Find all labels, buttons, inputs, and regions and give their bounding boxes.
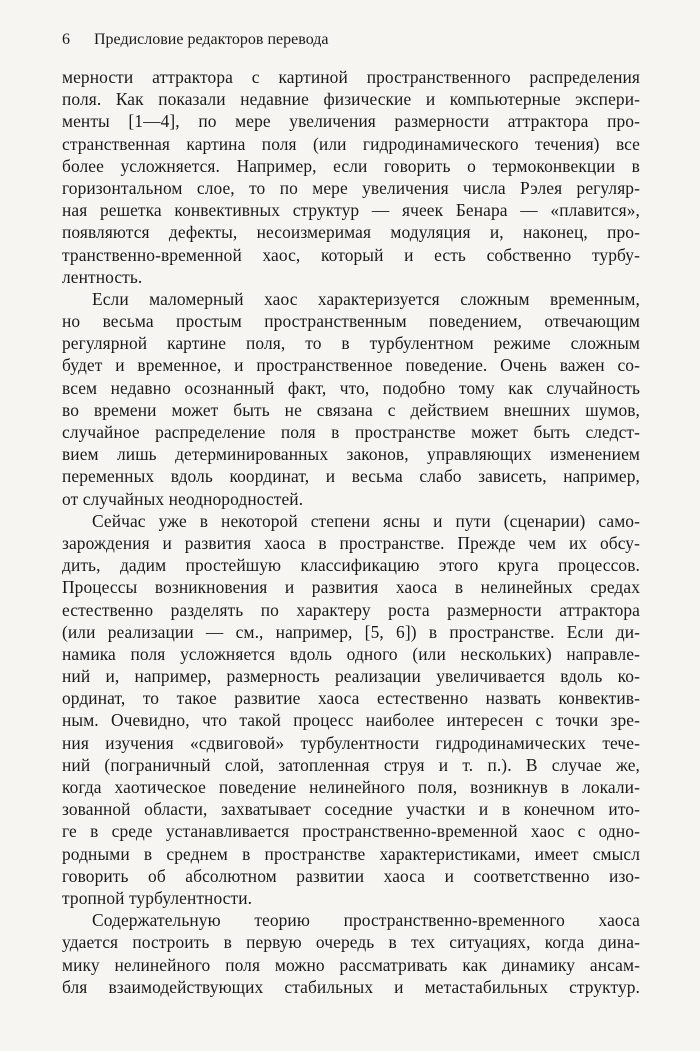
text-line: ге в среде устанавливается пространственно-временной хаос с одно-: [62, 821, 640, 842]
text-line: Содержательную теорию пространственно-временного хаоса: [92, 910, 640, 931]
paragraph: [62, 288, 640, 510]
text-line: мерности аттрактора с картиной пространственного распределения: [62, 67, 640, 87]
text-line: поля. Как показали недавние физические и компьютерные экспери-: [62, 89, 640, 110]
text-line: во времени может быть не связана с действием внешних шумов,: [62, 399, 640, 420]
text-line: ний (пограничный слой, затопленная струя и т. п.). В случае же,: [62, 754, 640, 775]
text-line: дить, дадим простейшую классификацию этого круга процессов.: [62, 555, 640, 576]
running-header: [62, 30, 328, 50]
text-line: появляются дефекты, несоизмеримая модуляция и, наконец, про-: [62, 222, 640, 243]
text-line: тропной турбулентности.: [62, 887, 253, 908]
text-line: случайное распределение поля в пространстве может быть следст-: [62, 422, 640, 442]
text-line: естественно разделять по характеру роста размерности аттрактора: [62, 599, 640, 620]
text-line: Сейчас уже в некоторой степени ясны и пути (сценарии) само-: [92, 510, 640, 531]
text-line: Если маломерный хаос характеризуется сложным временным,: [92, 288, 640, 309]
running-title: Предисловие редакторов перевода: [94, 31, 329, 48]
text-line: (или реализации — см., например, [5, 6]) в пространстве. Если ди-: [62, 621, 640, 642]
text-line: когда хаотическое поведение нелинейного поля, возникнув в локали-: [62, 777, 640, 797]
text-line: менты [1—4], по мере увеличения размерности аттрактора про-: [62, 111, 640, 132]
text-line: всем недавно осознанный факт, что, подобно тому как случайность: [62, 377, 640, 398]
text-line: вием лишь детерминированных законов, управляющих изменением: [62, 444, 640, 465]
text-line: транственно-временной хаос, который и есть собственно турбу-: [62, 244, 640, 265]
text-line: говорить об абсолютном развитии хаоса и соответственно изо-: [62, 865, 640, 886]
text-line: переменных вдоль координат, и весьма слабо зависеть, например,: [62, 466, 640, 487]
paragraph: [62, 66, 640, 288]
text-line: зарождения и развития хаоса в пространстве. Прежде чем их обсу-: [62, 532, 640, 553]
text-line: бля взаимодействующих стабильных и метастабильных структур.: [62, 976, 640, 997]
page-number: 6: [62, 31, 70, 48]
text-line: родными в среднем в пространстве характеристиками, имеет смысл: [62, 843, 640, 864]
text-line: ным. Очевидно, что такой процесс наиболее интересен с точки зре-: [62, 710, 640, 731]
text-line: ординат, то такое развитие хаоса естественно назвать конвектив-: [62, 688, 640, 709]
text-line: удается построить в первую очередь в тех ситуациях, когда дина-: [62, 932, 640, 953]
text-line: ния изучения «сдвиговой» турбулентности гидродинамических тече-: [62, 732, 640, 753]
paragraph: [62, 510, 640, 909]
text-line: будет и временное, и пространственное поведение. Очень важен со-: [62, 355, 640, 376]
text-line: Процессы возникновения и развития хаоса в нелинейных средах: [62, 577, 640, 598]
text-line: регулярной картине поля, то в турбулентном режиме сложным: [62, 333, 640, 354]
text-line: более усложняется. Например, если говорить о термоконвекции в: [62, 155, 640, 176]
text-line: лентность.: [62, 266, 143, 287]
body-text: [62, 66, 640, 998]
text-line: мику нелинейного поля можно рассматривать как динамику ансам-: [62, 954, 640, 975]
text-line: но весьма простым пространственным поведением, отвечающим: [62, 311, 640, 332]
text-line: намика поля усложняется вдоль одного (или нескольких) направле-: [62, 643, 640, 664]
text-line: от случайных неоднородностей.: [62, 488, 304, 509]
text-line: странственная картина поля (или гидродинамического течения) все: [62, 133, 640, 154]
text-line: горизонтальном слое, то по мере увеличения числа Рэлея регуляр-: [62, 177, 640, 198]
text-line: ний и, например, размерность реализации увеличивается вдоль ко-: [62, 666, 640, 687]
text-line: ная решетка конвективных структур — ячеек Бенара — «плавится»,: [62, 200, 640, 221]
text-line: зованной области, захватывает соседние участки и в конечном ито-: [62, 799, 640, 820]
paragraph: [62, 909, 640, 998]
